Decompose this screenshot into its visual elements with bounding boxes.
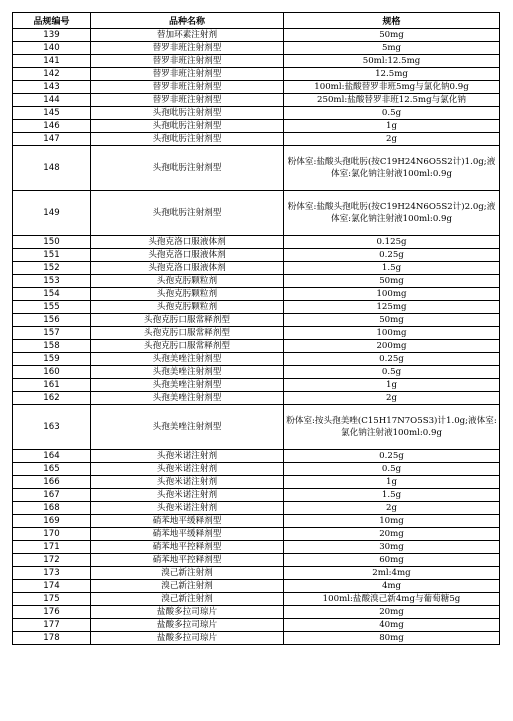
cell-code: 157 bbox=[13, 327, 91, 340]
cell-spec: 0.25g bbox=[284, 450, 500, 463]
cell-code: 155 bbox=[13, 301, 91, 314]
cell-spec: 4mg bbox=[284, 580, 500, 593]
cell-code: 171 bbox=[13, 541, 91, 554]
cell-name: 头孢美唑注射剂型 bbox=[91, 405, 284, 450]
table-row bbox=[13, 81, 500, 94]
table-row bbox=[13, 502, 500, 515]
cell-code: 152 bbox=[13, 262, 91, 275]
table-row bbox=[13, 379, 500, 392]
cell-name: 替加环素注射剂 bbox=[91, 29, 284, 42]
cell-spec: 50mg bbox=[284, 275, 500, 288]
cell-spec: 1g bbox=[284, 476, 500, 489]
cell-code: 149 bbox=[13, 191, 91, 236]
cell-code: 142 bbox=[13, 68, 91, 81]
cell-code: 144 bbox=[13, 94, 91, 107]
table-row bbox=[13, 288, 500, 301]
cell-code: 140 bbox=[13, 42, 91, 55]
cell-name: 头孢米诺注射剂 bbox=[91, 463, 284, 476]
cell-name: 盐酸多拉司琼片 bbox=[91, 619, 284, 632]
table-row bbox=[13, 236, 500, 249]
cell-name: 替罗非班注射剂型 bbox=[91, 42, 284, 55]
cell-spec: 2g bbox=[284, 133, 500, 146]
cell-code: 168 bbox=[13, 502, 91, 515]
cell-spec: 80mg bbox=[284, 632, 500, 645]
cell-name: 硝苯地平缓释剂型 bbox=[91, 528, 284, 541]
table-row bbox=[13, 606, 500, 619]
cell-name: 溴己新注射剂 bbox=[91, 580, 284, 593]
cell-code: 175 bbox=[13, 593, 91, 606]
cell-name: 硝苯地平控释剂型 bbox=[91, 554, 284, 567]
cell-name: 硝苯地平缓释剂型 bbox=[91, 515, 284, 528]
cell-spec: 125mg bbox=[284, 301, 500, 314]
cell-code: 147 bbox=[13, 133, 91, 146]
cell-spec: 5mg bbox=[284, 42, 500, 55]
cell-spec: 30mg bbox=[284, 541, 500, 554]
table-row bbox=[13, 476, 500, 489]
cell-spec: 0.25g bbox=[284, 249, 500, 262]
cell-spec: 2g bbox=[284, 392, 500, 405]
cell-name: 头孢克肟口服常释剂型 bbox=[91, 340, 284, 353]
table-header-row bbox=[13, 13, 500, 29]
cell-spec: 12.5mg bbox=[284, 68, 500, 81]
cell-name: 头孢吡肟注射剂型 bbox=[91, 120, 284, 133]
cell-spec: 0.5g bbox=[284, 107, 500, 120]
cell-code: 162 bbox=[13, 392, 91, 405]
cell-code: 174 bbox=[13, 580, 91, 593]
table-row bbox=[13, 353, 500, 366]
cell-code: 139 bbox=[13, 29, 91, 42]
cell-code: 141 bbox=[13, 55, 91, 68]
table-row bbox=[13, 593, 500, 606]
cell-name: 头孢米诺注射剂 bbox=[91, 476, 284, 489]
table-row bbox=[13, 68, 500, 81]
cell-code: 163 bbox=[13, 405, 91, 450]
cell-name: 头孢吡肟注射剂型 bbox=[91, 191, 284, 236]
cell-spec: 粉体室:按头孢美唑(C15H17N7O5S3)计1.0g;液体室:氯化钠注射液100ml:0.9g bbox=[284, 405, 500, 450]
table-row bbox=[13, 120, 500, 133]
cell-spec: 100mg bbox=[284, 288, 500, 301]
cell-name: 头孢吡肟注射剂型 bbox=[91, 146, 284, 191]
cell-name: 头孢克肟颗粒剂 bbox=[91, 301, 284, 314]
cell-name: 盐酸多拉司琼片 bbox=[91, 632, 284, 645]
cell-name: 头孢克肟颗粒剂 bbox=[91, 275, 284, 288]
table-row bbox=[13, 42, 500, 55]
table-row bbox=[13, 619, 500, 632]
cell-spec: 粉体室:盐酸头孢吡肟(按C19H24N6O5S2计)2.0g;液体室:氯化钠注射液100ml:0.9g bbox=[284, 191, 500, 236]
table-row bbox=[13, 366, 500, 379]
header-spec: 规格 bbox=[284, 13, 500, 29]
table-row bbox=[13, 249, 500, 262]
cell-name: 头孢美唑注射剂型 bbox=[91, 379, 284, 392]
cell-spec: 0.25g bbox=[284, 353, 500, 366]
cell-spec: 20mg bbox=[284, 606, 500, 619]
table-row bbox=[13, 262, 500, 275]
header-name: 品种名称 bbox=[91, 13, 284, 29]
cell-code: 153 bbox=[13, 275, 91, 288]
cell-code: 150 bbox=[13, 236, 91, 249]
cell-name: 头孢吡肟注射剂型 bbox=[91, 107, 284, 120]
cell-name: 头孢美唑注射剂型 bbox=[91, 366, 284, 379]
table-row bbox=[13, 450, 500, 463]
table-row bbox=[13, 554, 500, 567]
table-row bbox=[13, 146, 500, 191]
cell-name: 头孢克洛口服液体剂 bbox=[91, 249, 284, 262]
table-row bbox=[13, 94, 500, 107]
cell-code: 167 bbox=[13, 489, 91, 502]
cell-name: 替罗非班注射剂型 bbox=[91, 94, 284, 107]
cell-spec: 60mg bbox=[284, 554, 500, 567]
table-body bbox=[13, 29, 500, 645]
cell-name: 头孢克肟颗粒剂 bbox=[91, 288, 284, 301]
table-row bbox=[13, 567, 500, 580]
cell-spec: 50ml:12.5mg bbox=[284, 55, 500, 68]
drug-spec-table bbox=[12, 12, 500, 645]
cell-name: 盐酸多拉司琼片 bbox=[91, 606, 284, 619]
cell-name: 替罗非班注射剂型 bbox=[91, 68, 284, 81]
table-row bbox=[13, 340, 500, 353]
cell-spec: 50mg bbox=[284, 29, 500, 42]
cell-spec: 1.5g bbox=[284, 489, 500, 502]
table-row bbox=[13, 107, 500, 120]
cell-code: 151 bbox=[13, 249, 91, 262]
cell-name: 头孢米诺注射剂 bbox=[91, 502, 284, 515]
table-row bbox=[13, 541, 500, 554]
cell-spec: 1g bbox=[284, 120, 500, 133]
table-row bbox=[13, 632, 500, 645]
cell-name: 头孢克肟口服常释剂型 bbox=[91, 327, 284, 340]
table-row bbox=[13, 275, 500, 288]
table-row bbox=[13, 191, 500, 236]
cell-code: 170 bbox=[13, 528, 91, 541]
cell-name: 溴己新注射剂 bbox=[91, 593, 284, 606]
cell-spec: 100mg bbox=[284, 327, 500, 340]
table-row bbox=[13, 528, 500, 541]
table-row bbox=[13, 314, 500, 327]
cell-name: 替罗非班注射剂型 bbox=[91, 55, 284, 68]
cell-spec: 2g bbox=[284, 502, 500, 515]
cell-code: 161 bbox=[13, 379, 91, 392]
cell-spec: 20mg bbox=[284, 528, 500, 541]
cell-name: 替罗非班注射剂型 bbox=[91, 81, 284, 94]
table-row bbox=[13, 133, 500, 146]
cell-code: 160 bbox=[13, 366, 91, 379]
cell-spec: 粉体室:盐酸头孢吡肟(按C19H24N6O5S2计)1.0g;液体室:氯化钠注射液100ml:0.9g bbox=[284, 146, 500, 191]
cell-code: 165 bbox=[13, 463, 91, 476]
cell-code: 145 bbox=[13, 107, 91, 120]
cell-name: 溴己新注射剂 bbox=[91, 567, 284, 580]
cell-name: 头孢米诺注射剂 bbox=[91, 489, 284, 502]
cell-name: 头孢美唑注射剂型 bbox=[91, 392, 284, 405]
cell-code: 173 bbox=[13, 567, 91, 580]
cell-code: 169 bbox=[13, 515, 91, 528]
cell-code: 176 bbox=[13, 606, 91, 619]
drug-spec-table-page bbox=[12, 12, 499, 645]
cell-spec: 40mg bbox=[284, 619, 500, 632]
table-row bbox=[13, 55, 500, 68]
cell-spec: 1g bbox=[284, 379, 500, 392]
cell-spec: 0.5g bbox=[284, 366, 500, 379]
cell-spec: 2ml:4mg bbox=[284, 567, 500, 580]
table-row bbox=[13, 515, 500, 528]
cell-spec: 10mg bbox=[284, 515, 500, 528]
cell-name: 头孢克洛口服液体剂 bbox=[91, 236, 284, 249]
cell-code: 166 bbox=[13, 476, 91, 489]
cell-code: 143 bbox=[13, 81, 91, 94]
cell-code: 156 bbox=[13, 314, 91, 327]
cell-spec: 0.125g bbox=[284, 236, 500, 249]
cell-code: 154 bbox=[13, 288, 91, 301]
cell-code: 172 bbox=[13, 554, 91, 567]
cell-code: 148 bbox=[13, 146, 91, 191]
table-row bbox=[13, 392, 500, 405]
header-code: 品规编号 bbox=[13, 13, 91, 29]
cell-name: 头孢克肟口服常释剂型 bbox=[91, 314, 284, 327]
cell-name: 头孢吡肟注射剂型 bbox=[91, 133, 284, 146]
cell-spec: 250ml:盐酸替罗非班12.5mg与氯化钠 bbox=[284, 94, 500, 107]
table-row bbox=[13, 29, 500, 42]
cell-code: 164 bbox=[13, 450, 91, 463]
cell-spec: 50mg bbox=[284, 314, 500, 327]
cell-name: 头孢克洛口服液体剂 bbox=[91, 262, 284, 275]
cell-code: 177 bbox=[13, 619, 91, 632]
table-row bbox=[13, 327, 500, 340]
cell-code: 178 bbox=[13, 632, 91, 645]
cell-name: 头孢美唑注射剂型 bbox=[91, 353, 284, 366]
cell-name: 头孢米诺注射剂 bbox=[91, 450, 284, 463]
cell-spec: 200mg bbox=[284, 340, 500, 353]
table-row bbox=[13, 489, 500, 502]
cell-code: 158 bbox=[13, 340, 91, 353]
cell-code: 159 bbox=[13, 353, 91, 366]
table-row bbox=[13, 463, 500, 476]
cell-spec: 1.5g bbox=[284, 262, 500, 275]
cell-spec: 100ml:盐酸溴己新4mg与葡萄糖5g bbox=[284, 593, 500, 606]
cell-spec: 0.5g bbox=[284, 463, 500, 476]
cell-code: 146 bbox=[13, 120, 91, 133]
cell-name: 硝苯地平控释剂型 bbox=[91, 541, 284, 554]
table-row bbox=[13, 580, 500, 593]
table-row bbox=[13, 405, 500, 450]
cell-spec: 100ml:盐酸替罗非班5mg与氯化钠0.9g bbox=[284, 81, 500, 94]
table-row bbox=[13, 301, 500, 314]
